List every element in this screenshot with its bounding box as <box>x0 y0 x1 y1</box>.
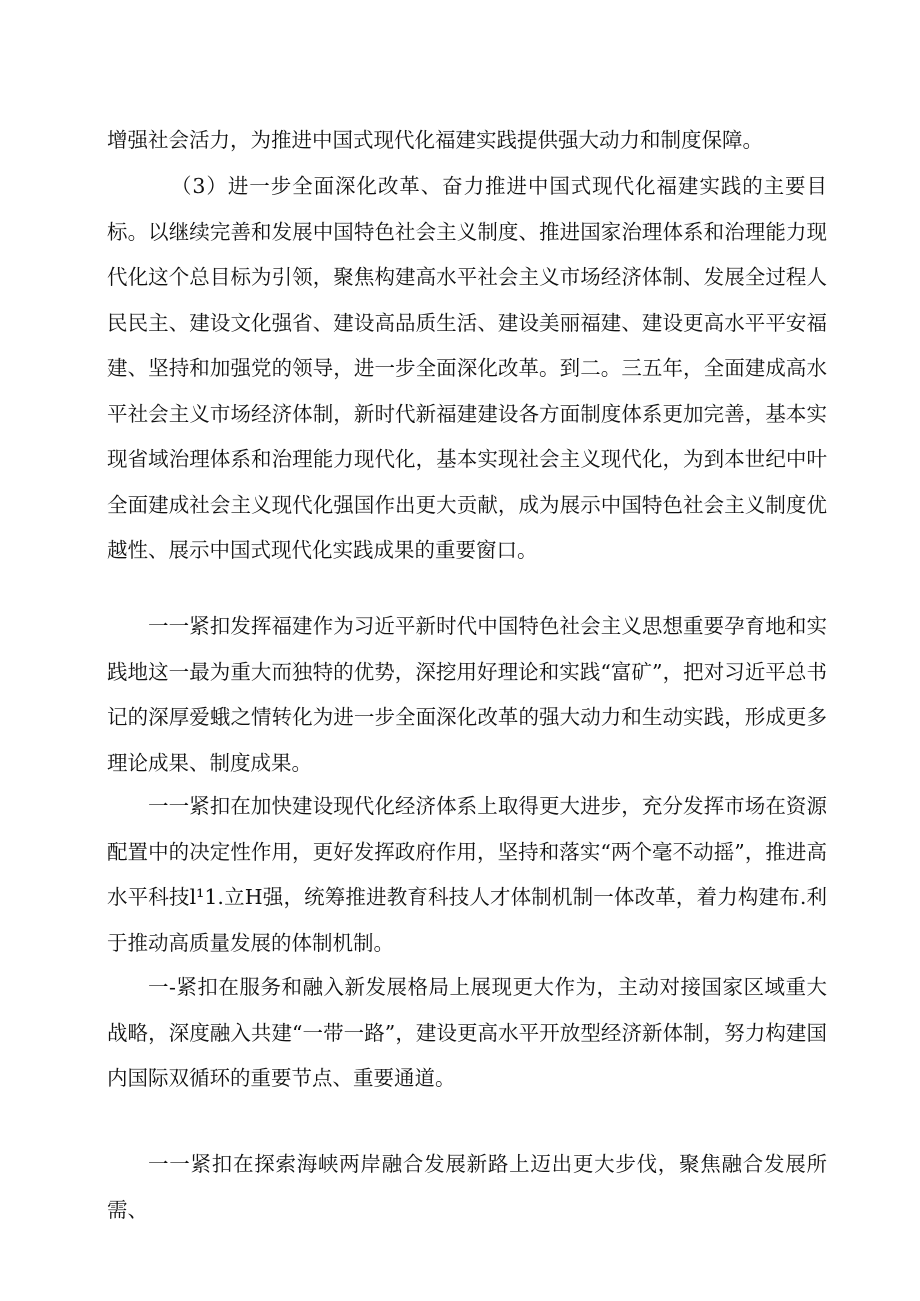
paragraph-1: 增强社会活力，为推进中国式现代化福建实践提供强大动力和制度保障。 <box>107 128 763 152</box>
paragraph-6: 一一紧扣在探索海峡两岸融合发展新路上迈出更大步伐，聚焦融合发展所需、 <box>107 1152 827 1222</box>
paragraph-5: 一-紧扣在服务和融入新发展格局上展现更大作为，主动对接国家区域重大战略，深度融入共建“一带一路”，建设更高水平开放型经济新体制，努力构建国内国际双循环的重要节点、重要通道。 <box>107 975 827 1090</box>
paragraph-4: 一一紧扣在加快建设现代化经济体系上取得更大进步，充分发挥市场在资源配置中的决定性作用，更好发挥政府作用，坚持和落实“两个毫不动摇”，推进高水平科技l¹1.立H强，统筹推进教育科技人才体制机制一体改革，着力构建布.利于推动高质量发展的体制机制。 <box>107 794 827 955</box>
paragraph-2: （3）进一步全面深化改革、奋力推进中国式现代化福建实践的主要目标。以继续完善和发展中国特色社会主义制度、推进国家治理体系和治理能力现代化这个总目标为引领，聚焦构建高水平社会主义市场经济体制、发展全过程人民民主、建设文化强省、建设高品质生活、建设美丽福建、建设更高水平平安福建、坚持和加强党的领导，进一步全面深化改革。到二。三五年，全面建成高水平社会主义市场经济体制，新时代新福建建设各方面制度体系更加完善，基本实现省域治理体系和治理能力现代化，基本实现社会主义现代化，为到本世纪中叶全面建成社会主义现代化强国作出更大贡献，成为展示中国特色社会主义制度优越性、展示中国式现代化实践成果的重要窗口。 <box>107 174 827 562</box>
paragraph-3: 一一紧扣发挥福建作为习近平新时代中国特色社会主义思想重要孕育地和实践地这一最为重大而独特的优势，深挖用好理论和实践“富矿”，把对习近平总书记的深厚爱蛾之情转化为进一步全面深化改革的强大动力和生动实践，形成更多理论成果、制度成果。 <box>107 614 827 775</box>
